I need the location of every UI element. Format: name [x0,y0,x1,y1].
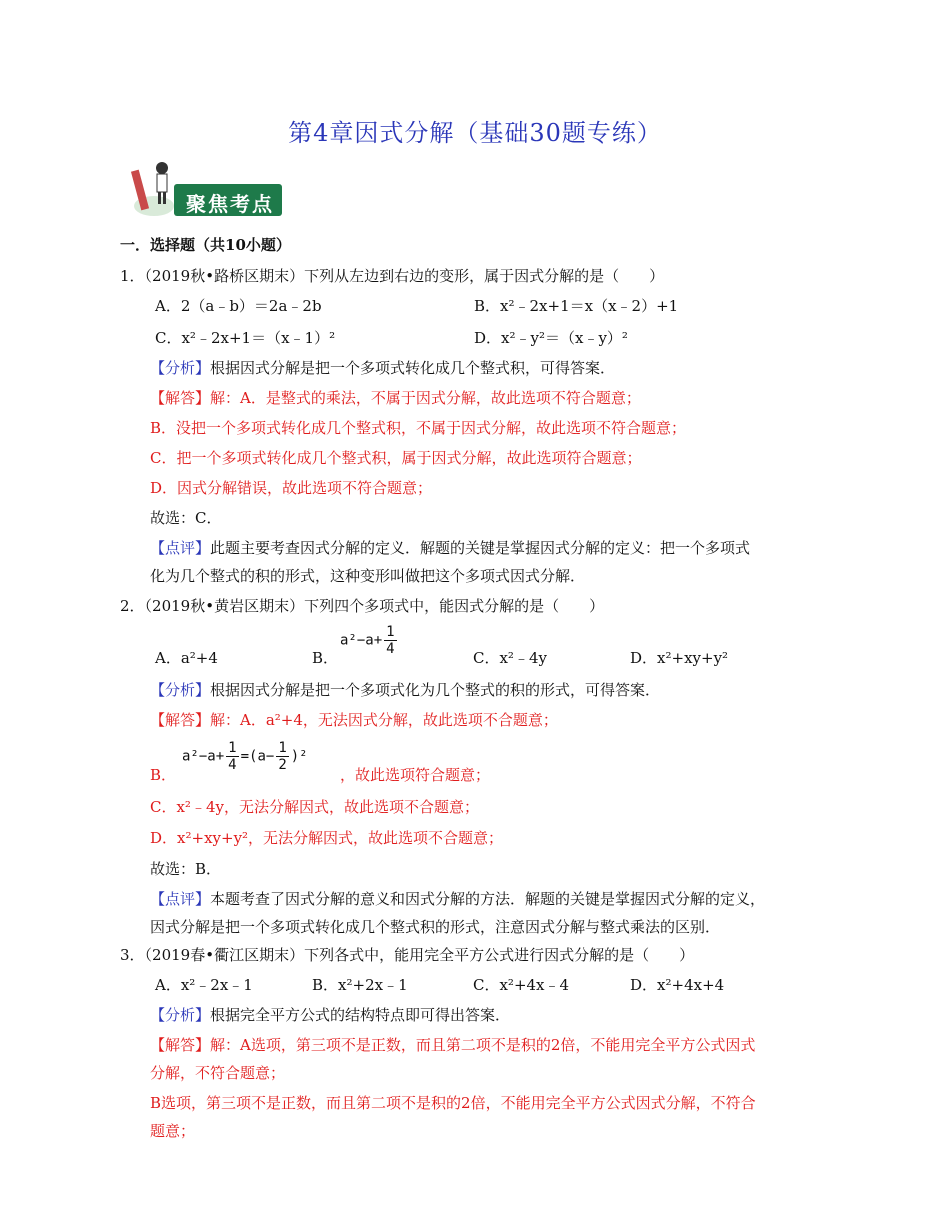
q2-answer-b-formula [182,740,308,773]
q2-comment-line1: 本题考查了因式分解的意义和因式分解的方法．解题的关键是掌握因式分解的定义， [210,890,766,908]
analysis-tag: 【分析】 [150,359,211,377]
q1-analysis-text: 根据因式分解是把一个多项式转化成几个整式积，可得答案． [210,359,616,377]
fraction-numerator: 1 [278,740,287,756]
section-heading: 一．选择题（共10小题） [120,236,291,254]
analysis-tag: 【分析】 [150,681,211,699]
q2-choice: 故选：B． [150,860,222,878]
q1-option-b: B．x²﹣2x+1＝x（x﹣2）+1 [474,297,679,315]
q2-answer-line1: 解：A．a²+4，无法因式分解，故此选项不合题意； [210,711,558,729]
banner-label: 聚焦考点 [186,192,274,216]
q3-answer-line1: 解：A选项，第三项不是正数，而且第二项不是积的2倍，不能用完全平方公式因式 [210,1036,756,1054]
fraction [276,740,288,773]
fraction [384,624,396,657]
q2-option-c: C．x²﹣4y [473,649,547,667]
q3-answer-line2: 分解，不符合题意； [150,1064,286,1082]
q1-option-d: D．x²﹣y²＝（x﹣y）² [474,329,628,347]
answer-tag: 【解答】 [150,711,211,729]
answer-tag: 【解答】 [150,1036,211,1054]
q2-option-b-formula [340,624,399,657]
analysis-tag: 【分析】 [150,1006,211,1024]
q3-analysis [150,1005,510,1025]
comment-tag: 【点评】 [150,890,211,908]
q3-analysis-text: 根据完全平方公式的结构特点即可得出答案． [210,1006,511,1024]
fraction-denominator: 4 [386,641,395,657]
focus-banner [128,158,286,224]
q2-answer-line4: D．x²+xy+y²，无法分解因式，故此选项不合题意； [150,829,504,847]
q2-answer-b-prefix: B． [150,766,177,784]
q3-option-c: C．x²+4x﹣4 [473,976,570,994]
comment-tag: 【点评】 [150,539,211,557]
fraction-numerator: 1 [386,624,395,640]
q2-comment-line2: 因式分解是把一个多项式转化成几个整式积的形式，注意因式分解与整式乘法的区别． [150,918,721,936]
q2-answer-b-mid: =(a− [240,748,275,765]
q3-answer-line3: B选项，第三项不是正数，而且第二项不是积的2倍，不能用完全平方公式因式分解，不符合 [150,1094,756,1112]
fraction-denominator: 4 [228,757,237,773]
q3-answer [150,1035,755,1055]
q1-answer-line1: 解：A．是整式的乘法，不属于因式分解，故此选项不符合题意； [210,389,641,407]
answer-tag: 【解答】 [150,389,211,407]
q2-comment [150,889,765,909]
q2-answer-line3: C．x²﹣4y，无法分解因式，故此选项不合题意； [150,798,479,816]
q1-answer-line4: D．因式分解错误，故此选项不符合题意； [150,479,433,497]
q2-answer [150,710,558,730]
q2-analysis-text: 根据因式分解是把一个多项式化为几个整式的积的形式，可得答案． [210,681,661,699]
fraction [226,740,238,773]
q1-option-a: A．2（a﹣b）＝2a﹣2b [155,297,322,315]
q2-option-b-label: B． [312,649,339,667]
q2-option-a: A．a²+4 [155,649,218,667]
q1-choice: 故选：C． [150,509,222,527]
fraction-numerator: 1 [228,740,237,756]
q2-option-b [312,648,338,668]
q1-answer-line3: C．把一个多项式转化成几个整式积，属于因式分解，故此选项符合题意； [150,449,642,467]
q2-analysis [150,680,660,700]
fraction-denominator: 2 [278,757,287,773]
q3-answer-line4: 题意； [150,1122,196,1140]
q2-stem: 2．（2019秋•黄岩区期末）下列四个多项式中，能因式分解的是（ ） [120,597,605,615]
q1-answer-line2: B．没把一个多项式转化成几个整式积，不属于因式分解，故此选项不符合题意； [150,419,687,437]
q3-option-b: B．x²+2x﹣1 [312,976,408,994]
q2-option-b-expr: a²−a+ [340,632,383,649]
q3-option-d: D．x²+4x+4 [630,976,725,994]
q1-stem: 1．（2019秋•路桥区期末）下列从左边到右边的变形，属于因式分解的是（ ） [120,267,665,285]
q1-answer [150,388,641,408]
q2-answer-b-suffix: ，故此选项符合题意； [340,766,491,784]
q3-option-a: A．x²﹣2x﹣1 [155,976,253,994]
q2-answer-b-right: )² [290,748,308,765]
q3-stem: 3．（2019春•衢江区期末）下列各式中，能用完全平方公式进行因式分解的是（ ） [120,946,695,964]
page-title: 第4章因式分解（基础30题专练） [288,119,662,147]
q1-comment-line1: 此题主要考查因式分解的定义．解题的关键是掌握因式分解的定义：把一个多项式 [210,539,751,557]
q1-comment [150,538,750,558]
q2-option-d: D．x²+xy+y² [630,649,729,667]
q1-option-c: C．x²﹣2x+1＝（x﹣1）² [155,329,336,347]
q2-answer-b-left: a²−a+ [182,748,225,765]
q1-comment-line2: 化为几个整式的积的形式，这种变形叫做把这个多项式因式分解． [150,567,586,585]
q1-analysis [150,358,615,378]
